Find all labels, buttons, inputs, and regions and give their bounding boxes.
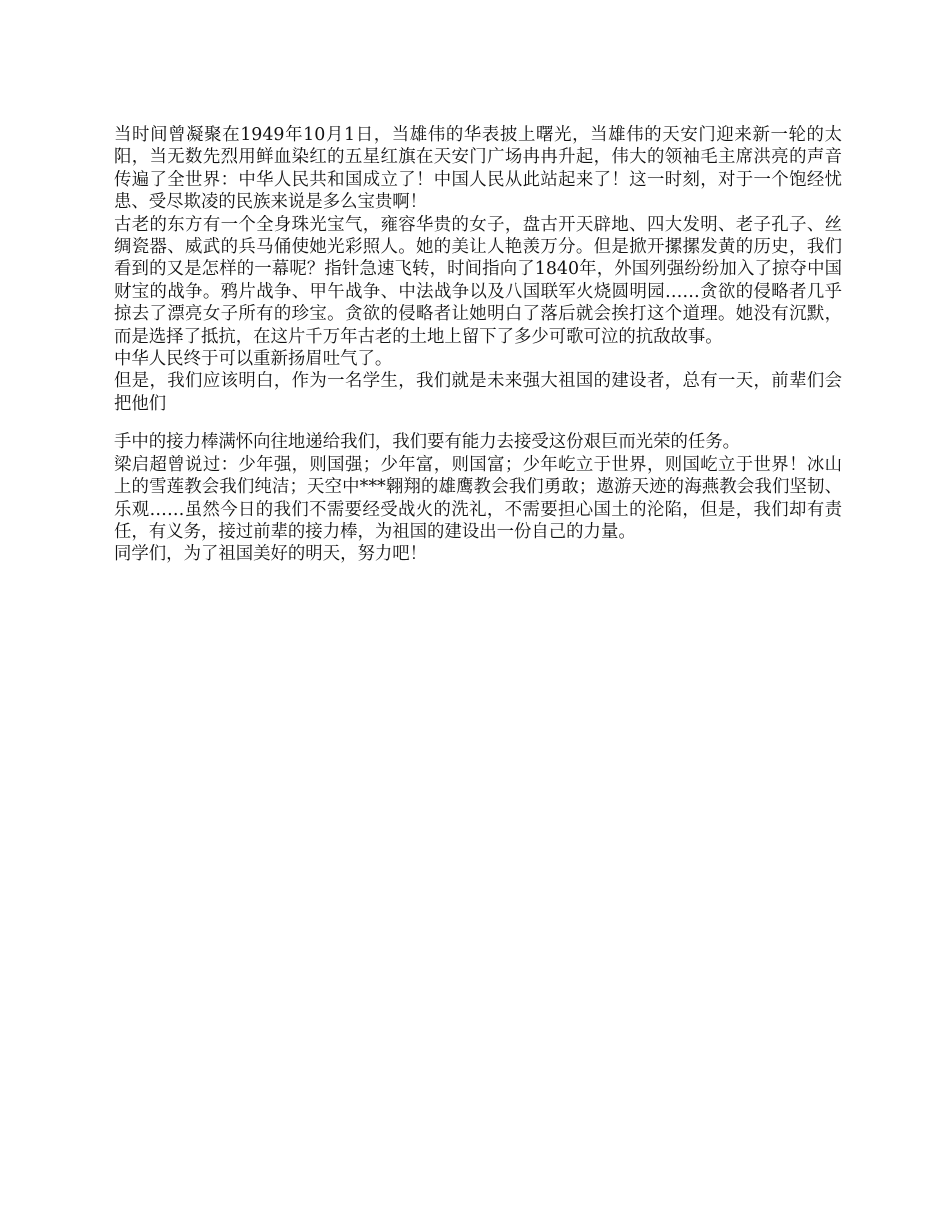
paragraph-founding: 当时间曾凝聚在1949年10月1日，当雄伟的华表披上曙光，当雄伟的天安门迎来新一轮的太阳，当无数先烈用鲜血染红的五星红旗在天安门广场冉冉升起，伟大的领袖毛主席洪亮的声音传遍了全世界：中华人民共和国成立了！中国人民从此站起来了！这一时刻，对于一个饱经忧患、受尽欺凌的民族来说是多么宝贵啊！	[114, 125, 842, 213]
paragraph-closing: 同学们，为了祖国美好的明天，努力吧！	[114, 544, 428, 565]
paragraph-ancient-east: 古老的东方有一个全身珠光宝气，雍容华贵的女子，盘古开天辟地、四大发明、老子孔子、丝绸瓷器、威武的兵马俑使她光彩照人。她的美让人艳羡万分。但是掀开摞摞发黄的历史，我们看到的又是怎样的一幕呢？指针急速飞转，时间指向了1840年，外国列强纷纷加入了掠夺中国财宝的战争。鸦片战争、甲午战争、中法战争以及八国联军火烧圆明园……贪欲的侵略者几乎掠去了漂亮女子所有的珍宝。贪欲的侵略者让她明白了落后就会挨打这个道理。她没有沉默，而是选择了抵抗，在这片千万年古老的土地上留下了多少可歌可泣的抗敌故事。	[114, 214, 842, 347]
paragraph-liang-qichao: 梁启超曾说过：少年强，则国强；少年富，则国富；少年屹立于世界，则国屹立于世界！冰山上的雪莲教会我们纯洁；天空中***翱翔的雄鹰教会我们勇敢；遨游天迹的海燕教会我们坚韧、乐观……虽然今日的我们不需要经受战火的洗礼，不需要担心国土的沦陷，但是，我们却有责任，有义务，接过前辈的接力棒，为祖国的建设出一份自己的力量。	[114, 454, 842, 542]
paragraph-people-rise: 中华人民终于可以重新扬眉吐气了。	[114, 349, 393, 370]
paragraph-relay-baton: 手中的接力棒满怀向往地递给我们，我们要有能力去接受这份艰巨而光荣的任务。	[114, 432, 741, 453]
document-body	[114, 124, 842, 566]
paragraph-students-builders: 但是，我们应该明白，作为一名学生，我们就是未来强大祖国的建设者，总有一天，前辈们会把他们	[114, 371, 842, 414]
